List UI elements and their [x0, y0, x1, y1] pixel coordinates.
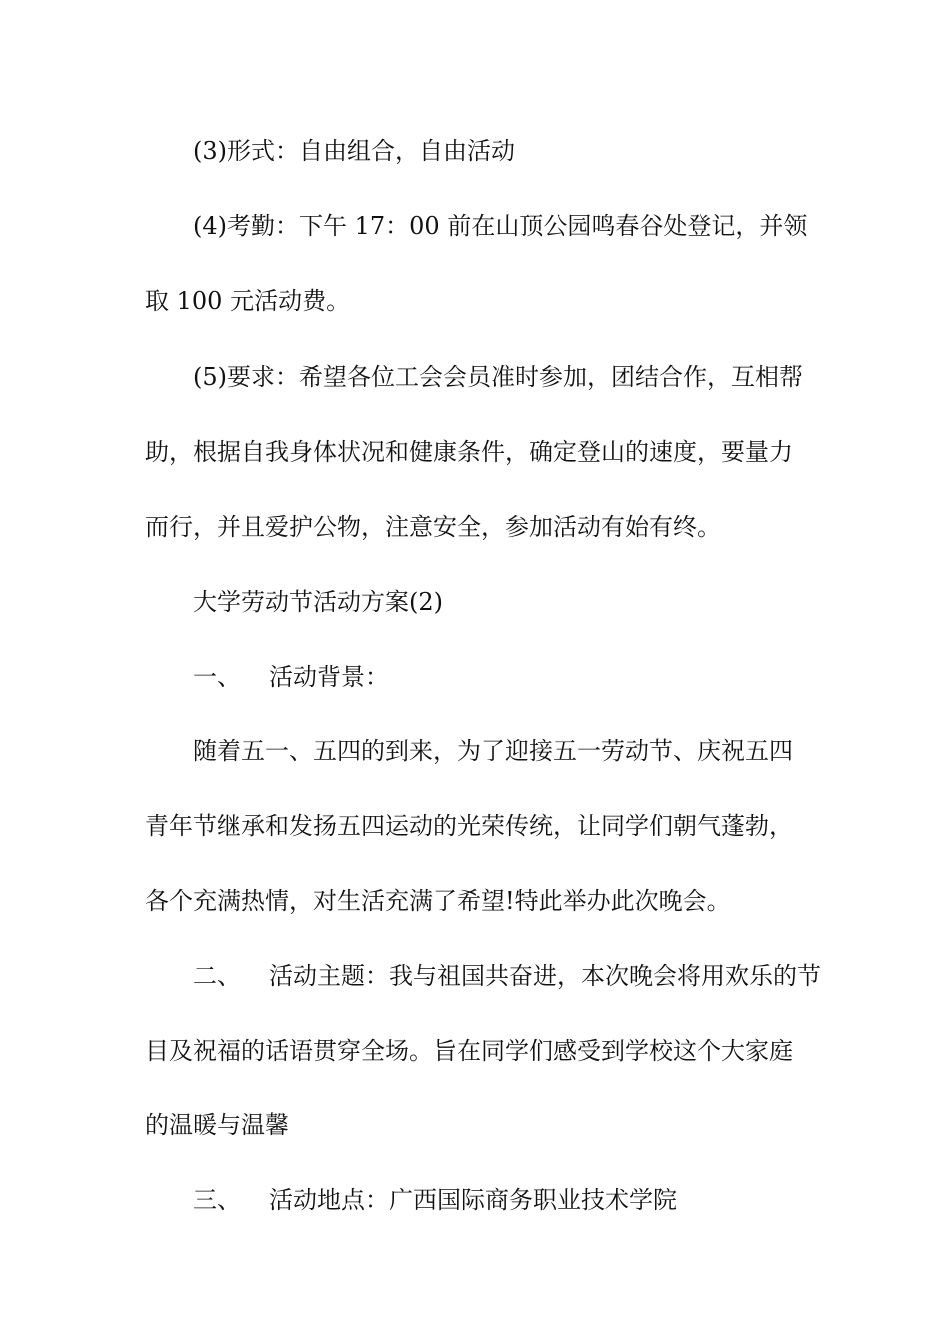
section-title: [193, 582, 863, 622]
section-number: 三、: [193, 1186, 241, 1214]
paragraph-requirements-cont-1: [145, 432, 815, 472]
text-line: 目及祝福的话语贯穿全场。旨在同学们感受到学校这个大家庭: [145, 1037, 793, 1065]
text-line: 随着五一、五四的到来，为了迎接五一劳动节、庆祝五四: [193, 737, 793, 765]
text-line: 各个充满热情，对生活充满了希望!特此举办此次晚会。: [145, 887, 731, 915]
paragraph-theme-cont-2: [145, 1105, 815, 1145]
text-line: (3)形式：自由组合，自由活动: [193, 137, 515, 165]
text-line: (5)要求：希望各位工会会员准时参加，团结合作，互相帮: [193, 363, 803, 391]
paragraph-theme-cont-1: [145, 1031, 815, 1071]
heading-location: [193, 1180, 863, 1220]
section-heading: 活动背景：: [269, 663, 389, 691]
section-number: 一、: [193, 663, 241, 691]
text-line: 大学劳动节活动方案(2): [193, 588, 443, 616]
section-heading: 活动主题：我与祖国共奋进，本次晚会将用欢乐的节: [269, 962, 821, 990]
heading-background: [193, 657, 863, 697]
text-line: 而行，并且爱护公物，注意安全，参加活动有始有终。: [145, 513, 721, 541]
paragraph-requirements: [193, 357, 863, 397]
text-line: 取 100 元活动费。: [145, 287, 351, 315]
paragraph-form: [193, 131, 863, 171]
section-number: 二、: [193, 962, 241, 990]
text-line: 的温暖与温馨: [145, 1111, 289, 1139]
section-heading: 活动地点：广西国际商务职业技术学院: [269, 1186, 677, 1214]
paragraph-background: [193, 731, 863, 771]
paragraph-attendance-cont: [145, 281, 815, 321]
paragraph-attendance: [193, 206, 863, 246]
paragraph-background-cont-1: [145, 806, 815, 846]
paragraph-background-cont-2: [145, 881, 815, 921]
paragraph-requirements-cont-2: [145, 507, 815, 547]
heading-theme: [193, 956, 863, 996]
text-line: (4)考勤：下午 17：00 前在山顶公园鸣春谷处登记，并领: [193, 212, 808, 240]
text-line: 助，根据自我身体状况和健康条件，确定登山的速度，要量力: [145, 438, 793, 466]
text-line: 青年节继承和发扬五四运动的光荣传统，让同学们朝气蓬勃，: [145, 812, 793, 840]
